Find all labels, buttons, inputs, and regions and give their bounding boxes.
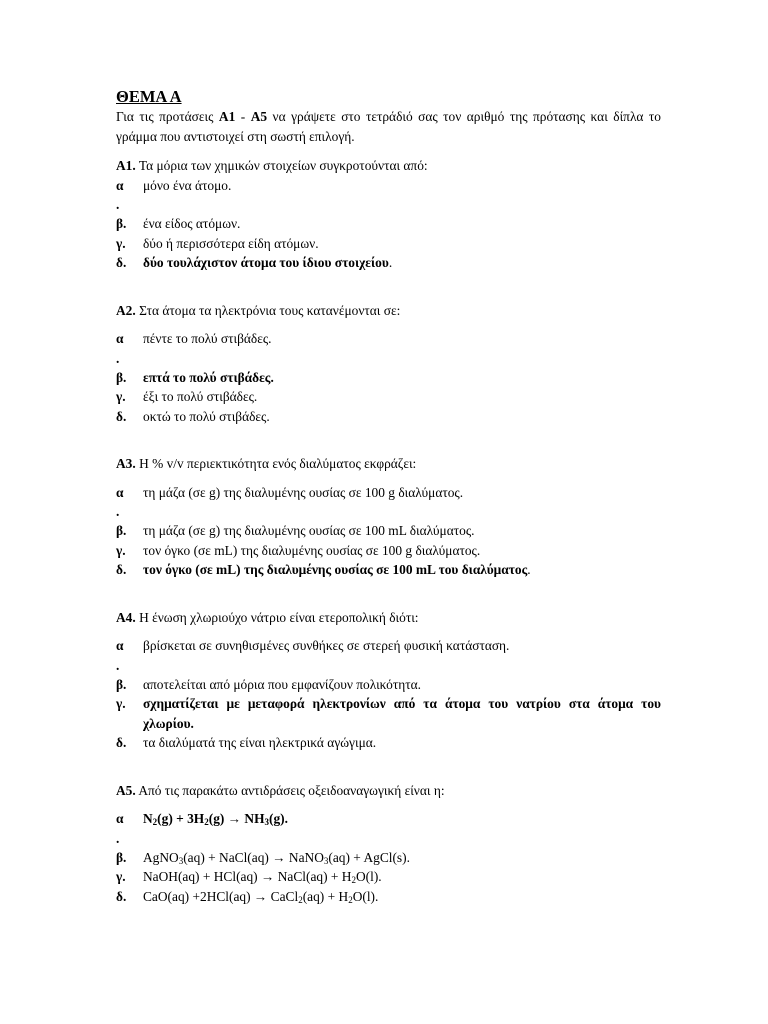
- answer-bold: δύο τουλάχιστον άτομα του ίδιου στοιχείου: [143, 255, 389, 270]
- option-letter: α: [116, 811, 124, 826]
- question-stem: [116, 156, 661, 176]
- question-number: Α1.: [116, 158, 136, 173]
- option-letter: δ.: [116, 408, 127, 424]
- stray-dot: .: [116, 350, 120, 366]
- option-letter: β.: [116, 523, 127, 538]
- intro-a5: Α5: [250, 109, 268, 124]
- intro-a1: Α1: [218, 109, 236, 124]
- option-text: τα διαλύματά της είναι ηλεκτρικά αγώγιμα.: [143, 735, 377, 750]
- answer-suffix: .: [388, 255, 393, 270]
- option-c: [116, 234, 661, 254]
- question-number: Α3.: [116, 456, 136, 471]
- question-stem: [116, 781, 661, 801]
- stray-dot: .: [116, 830, 120, 846]
- answer-suffix: .: [527, 562, 531, 577]
- instructions: [116, 107, 661, 147]
- option-letter: α: [116, 484, 124, 500]
- option-letter: γ.: [116, 389, 126, 404]
- question-a5: [116, 781, 661, 907]
- option-letter: γ.: [116, 696, 126, 711]
- stray-dot: .: [116, 504, 120, 519]
- option-text: NaOH(aq) + HCl(aq) → NaCl(aq) + $H_2O(l)$.: [143, 869, 382, 885]
- intro-text-2: να γράψετε στο τετράδιό σας τον αριθμό της πρότασης και δίπλα το γράμμα που αντιστοιχεί στη σωστή επιλογή.: [116, 109, 662, 144]
- question-text: Στα άτομα τα ηλεκτρόνια τους κατανέμονται σε:: [135, 302, 401, 318]
- option-d: [116, 253, 661, 273]
- option-b: [116, 214, 661, 234]
- question-number: Α5.: [116, 782, 136, 798]
- option-b: [116, 848, 661, 868]
- option-text: τη μάζα (σε g) της διαλυμένης ουσίας σε 100 g διαλύματος.: [143, 484, 464, 500]
- option-letter: α: [116, 638, 124, 653]
- option-text: [143, 560, 661, 580]
- question-stem: [116, 454, 661, 474]
- option-text: έξι το πολύ στιβάδες.: [143, 389, 258, 404]
- option-a: [116, 809, 661, 829]
- option-letter: α: [116, 177, 124, 193]
- option-letter: δ.: [116, 562, 127, 577]
- option-letter: β.: [116, 216, 127, 231]
- option-text: $N_2(g) + 3H_2(g) \to NH_3(g)$.: [143, 811, 288, 827]
- option-a: [116, 483, 661, 503]
- option-text: οκτώ το πολύ στιβάδες.: [143, 408, 270, 424]
- question-a2: [116, 301, 661, 427]
- document-page: [116, 88, 661, 906]
- option-letter: α: [116, 331, 124, 346]
- option-b: [116, 368, 661, 388]
- option-d: [116, 560, 661, 580]
- option-c: [116, 541, 661, 561]
- option-b: [116, 675, 661, 695]
- option-text: επτά το πολύ στιβάδες.: [143, 369, 274, 385]
- option-c: [116, 387, 661, 407]
- question-stem: [116, 301, 661, 321]
- option-text: AgNO$_3$(aq) + NaCl(aq) → NaNO$_3$(aq) + AgCl(s).: [143, 849, 410, 866]
- option-text: CaO(aq) +2HCl(aq) → CaCl$_2$(aq) + $H_2O(l)$.: [143, 888, 379, 905]
- question-a4: [116, 608, 661, 753]
- page-title: ΘΕΜΑ Α: [116, 87, 182, 106]
- stray-dot: .: [116, 657, 120, 673]
- intro-dash: -: [235, 109, 251, 124]
- option-text: σχηματίζεται με μεταφορά ηλεκτρονίων από τα άτομα του νατρίου στα άτομα του χλωρίου.: [143, 696, 661, 731]
- option-text: τη μάζα (σε g) της διαλυμένης ουσίας σε 100 mL διαλύματος.: [143, 523, 475, 538]
- question-text: Από τις παρακάτω αντιδράσεις οξειδοαναγωγική είναι η:: [135, 782, 445, 798]
- option-d: [116, 733, 661, 753]
- option-letter: β.: [116, 849, 127, 865]
- question-stem: [116, 608, 661, 628]
- option-c: [116, 694, 661, 733]
- option-text: μόνο ένα άτομο.: [143, 177, 232, 193]
- option-text: ένα είδος ατόμων.: [143, 216, 241, 231]
- option-letter: δ.: [116, 888, 127, 904]
- option-b: [116, 521, 661, 541]
- question-text: Η ένωση χλωριούχο νάτριο είναι ετεροπολική διότι:: [135, 609, 419, 625]
- option-text: δύο ή περισσότερα είδη ατόμων.: [143, 235, 319, 251]
- option-a: [116, 329, 661, 349]
- stray-dot: .: [116, 197, 120, 212]
- option-letter: γ.: [116, 869, 126, 884]
- option-letter: γ.: [116, 542, 126, 558]
- intro-text: Για τις προτάσεις: [116, 109, 219, 124]
- option-text: [143, 253, 661, 273]
- option-a: [116, 636, 661, 656]
- question-a1: [116, 156, 661, 273]
- option-a: [116, 176, 661, 196]
- question-a3: [116, 454, 661, 580]
- option-c: [116, 867, 661, 887]
- question-number: Α2.: [116, 302, 136, 318]
- option-letter: β.: [116, 369, 127, 385]
- option-letter: δ.: [116, 735, 127, 750]
- option-letter: γ.: [116, 235, 126, 251]
- option-d: [116, 407, 661, 427]
- question-text: Η % v/v περιεκτικότητα ενός διαλύματος εκφράζει:: [135, 456, 417, 471]
- option-text: πέντε το πολύ στιβάδες.: [143, 331, 272, 346]
- option-letter: δ.: [116, 255, 127, 270]
- question-number: Α4.: [116, 609, 136, 625]
- option-text: βρίσκεται σε συνηθισμένες συνθήκες σε στερεή φυσική κατάσταση.: [143, 638, 510, 653]
- option-d: [116, 887, 661, 907]
- question-text: Τα μόρια των χημικών στοιχείων συγκροτούνται από:: [135, 158, 428, 173]
- option-text: τον όγκο (σε mL) της διαλυμένης ουσίας σε 100 g διαλύματος.: [143, 542, 481, 558]
- answer-bold: τον όγκο (σε mL) της διαλυμένης ουσίας σε 100 mL του διαλύματος: [143, 562, 528, 577]
- option-text: αποτελείται από μόρια που εμφανίζουν πολικότητα.: [143, 676, 421, 692]
- option-letter: β.: [116, 676, 127, 692]
